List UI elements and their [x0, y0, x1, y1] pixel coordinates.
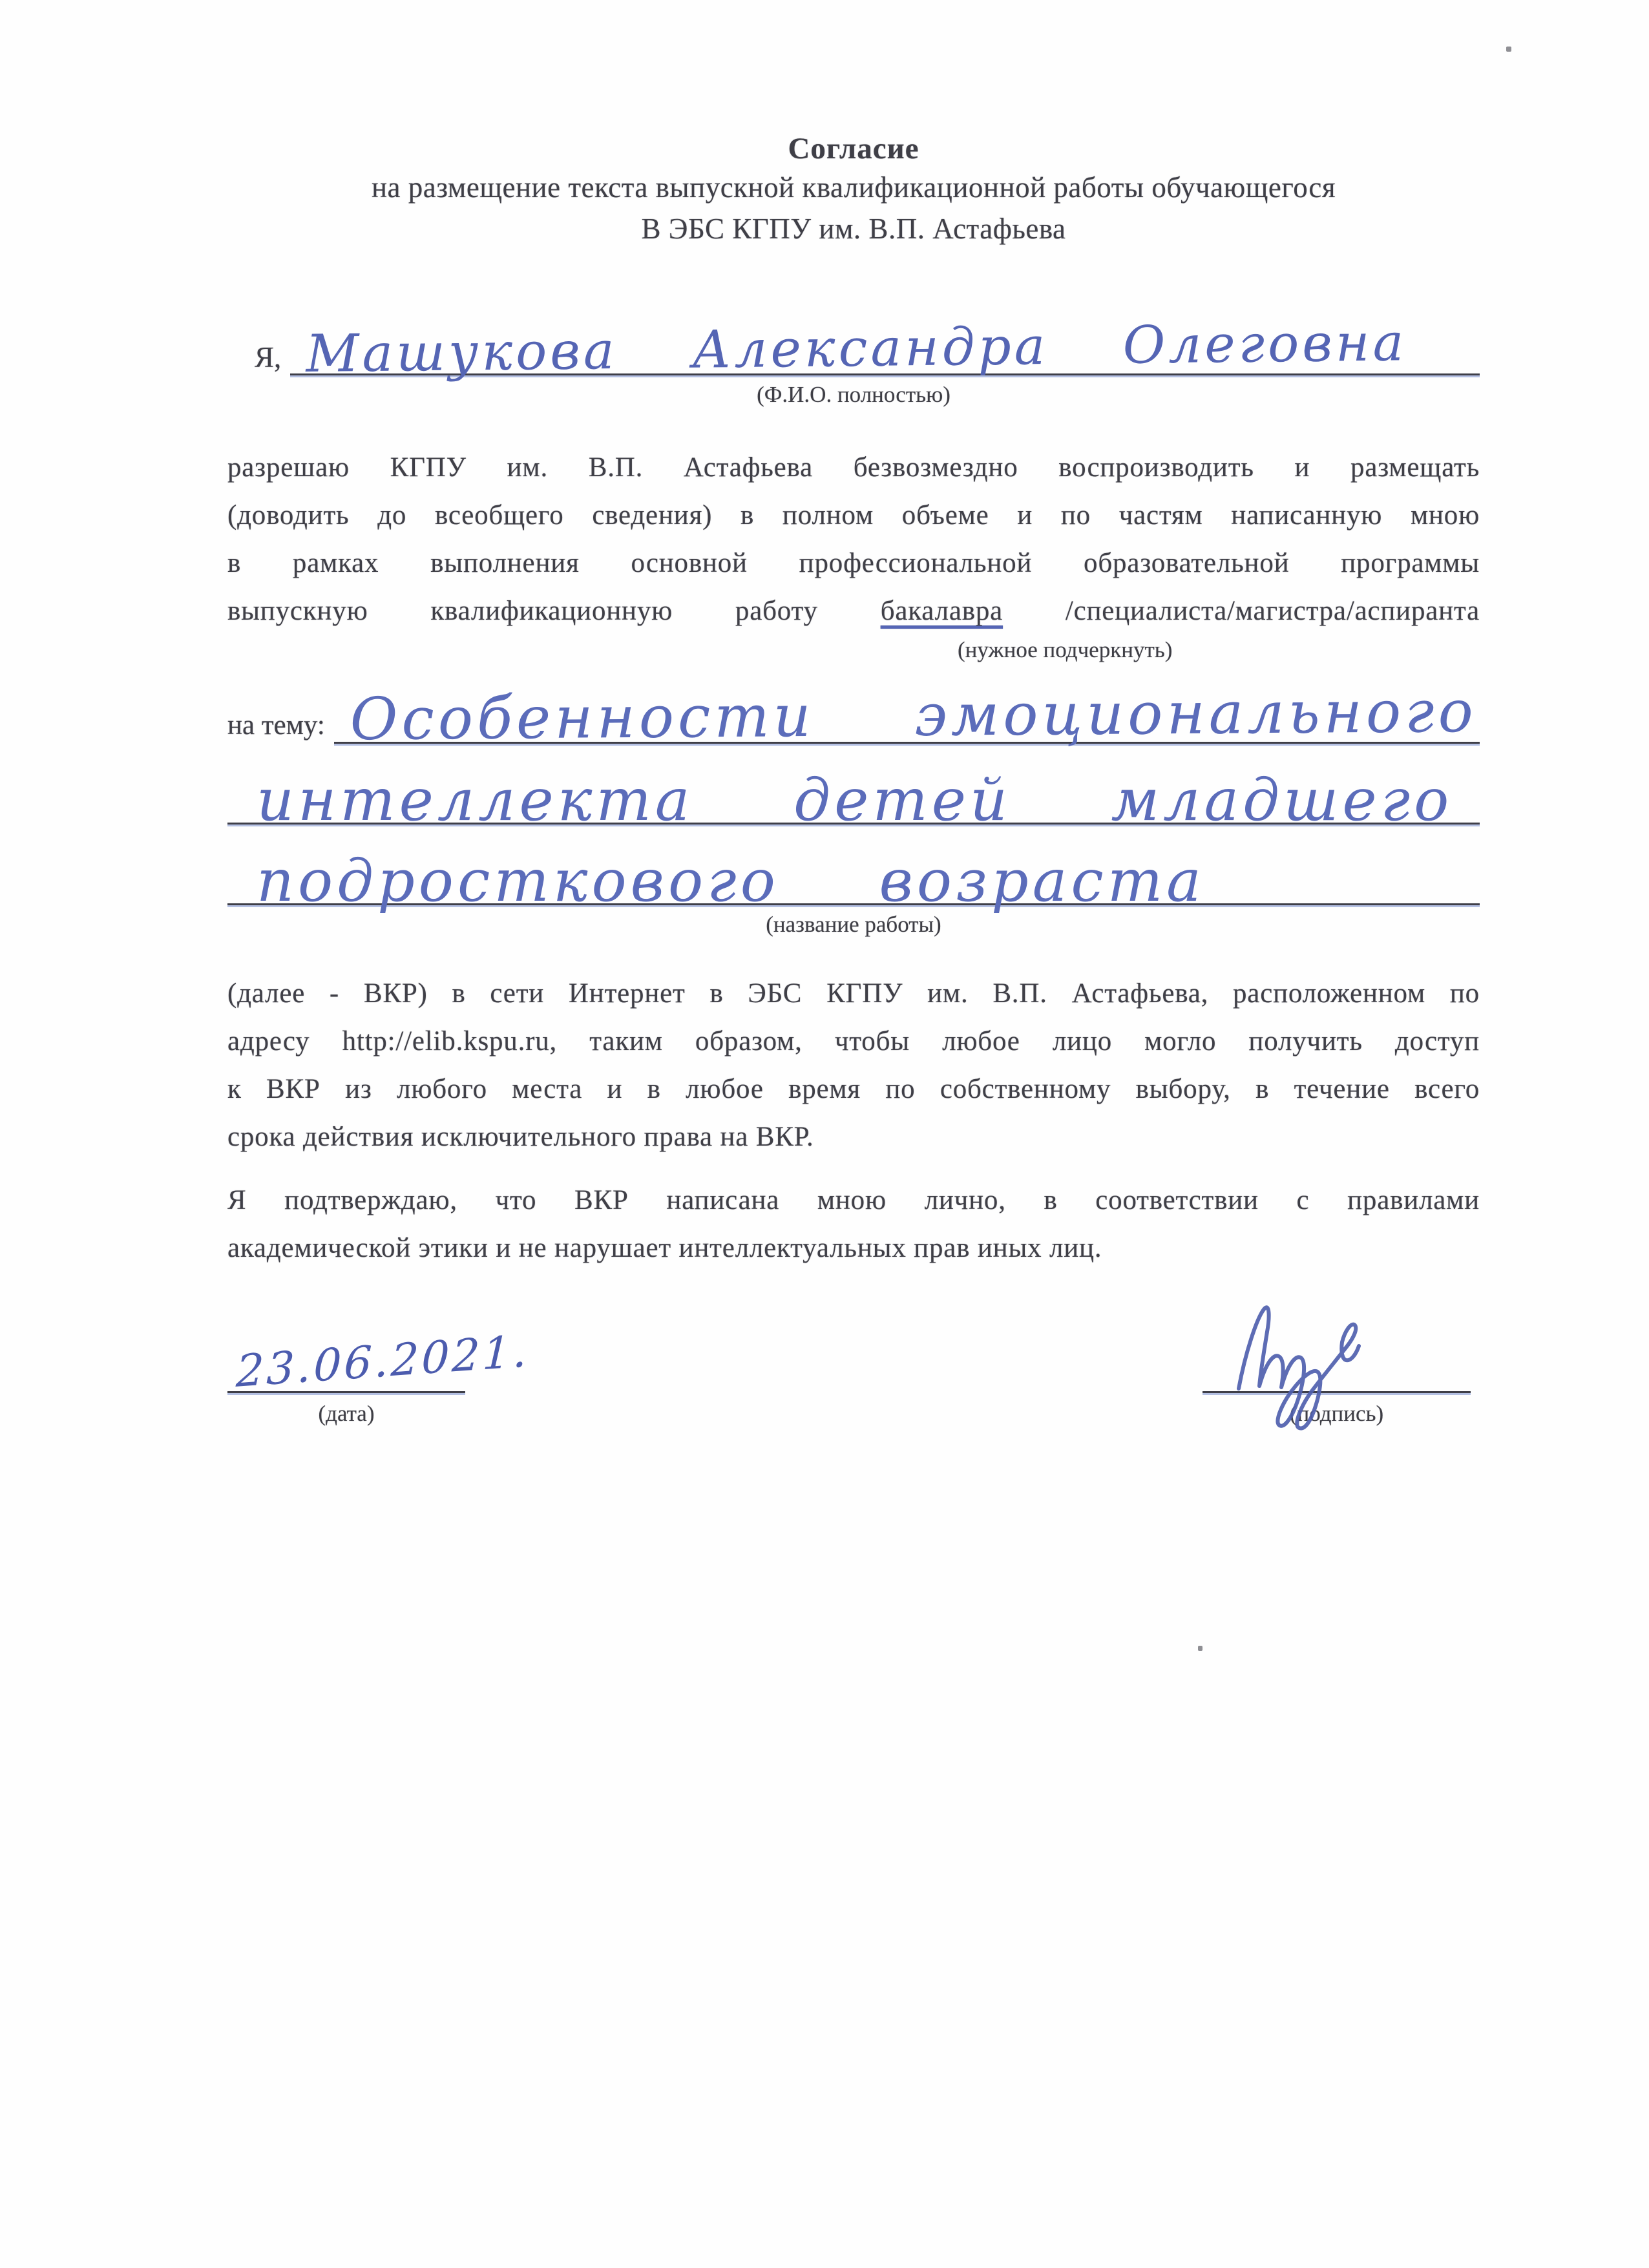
confirmation-paragraph: [227, 1177, 1480, 1272]
fio-caption: (Ф.И.О. полностью): [757, 382, 951, 407]
topic-field-row-2: [227, 748, 1480, 834]
paragraph-line: Я подтверждаю, что ВКР написана мною лично, в соответствии с правилами: [227, 1185, 1480, 1215]
topic-underline-1: [334, 667, 1480, 753]
handwritten-name: Машукова Александра Олеговна: [306, 312, 1407, 384]
topic-field-row-3: [227, 828, 1480, 915]
doc-subtitle-line-2: В ЭБС КГПУ им. В.П. Астафьева: [641, 213, 1066, 245]
degree-text-after: /специалиста/магистра/аспиранта: [1065, 596, 1480, 626]
underlined-degree-choice: бакалавра: [880, 596, 1003, 626]
full-name-field: [227, 298, 1480, 384]
name-prefix: Я,: [255, 341, 282, 373]
paragraph-line: (далее - ВКР) в сети Интернет в ЭБС КГПУ им. В.П. Астафьева, расположенном по: [227, 978, 1480, 1009]
paragraph-line: академической этики и не нарушает интеллектуальных прав иных лиц.: [227, 1233, 1102, 1263]
document-content: [227, 0, 1480, 1443]
internet-paragraph: [227, 970, 1480, 1161]
signature-scribble: [1228, 1292, 1448, 1434]
doc-title: Согласие: [788, 132, 919, 165]
paragraph-line: в рамках выполнения основной профессиональной образовательной программы: [227, 548, 1480, 578]
handwritten-date: 23.06.2021.: [235, 1325, 530, 1398]
topic-field-row-1: [227, 669, 1480, 753]
paragraph-line: к ВКР из любого места и в любое время по собственному выбору, в течение всего: [227, 1074, 1480, 1104]
permission-paragraph: [227, 444, 1480, 635]
doc-subtitle-line-1: на размещение текста выпускной квалификационной работы обучающегося: [371, 171, 1336, 204]
paragraph-line: разрешаю КГПУ им. В.П. Астафьева безвозмездно воспроизводить и размещать: [227, 452, 1480, 483]
signoff-section: [227, 1301, 1480, 1443]
handwritten-topic-line-3: подросткового возраста: [257, 847, 1205, 915]
date-line: [227, 1301, 530, 1398]
work-title-caption: (название работы): [766, 912, 941, 937]
handwritten-topic-line-1: Особенности эмоционального: [350, 677, 1477, 753]
name-underline: [290, 296, 1480, 384]
scan-speck: [1198, 1646, 1203, 1651]
underline-hint-caption: (нужное подчеркнуть): [958, 637, 1173, 662]
signature-field: [1203, 1301, 1471, 1428]
signature-caption: (подпись): [1289, 1401, 1384, 1426]
date-field: [227, 1301, 530, 1428]
topic-label: на тему:: [227, 710, 325, 740]
paragraph-line: срока действия исключительного права на ВКР.: [227, 1122, 814, 1152]
date-caption: (дата): [318, 1401, 375, 1426]
document-header: [227, 131, 1480, 249]
paragraph-line: адресу http://elib.kspu.ru, таким образом, чтобы любое лицо могло получить доступ: [227, 1026, 1480, 1056]
paragraph-line: (доводить до всеобщего сведения) в полном объеме и по частям написанную мною: [227, 500, 1480, 530]
signature-line: [1203, 1301, 1471, 1393]
paragraph-line: [227, 587, 1480, 635]
degree-text-before: выпускную квалификационную работу: [227, 596, 818, 626]
scan-speck: [1506, 47, 1511, 52]
handwritten-topic-line-2: интеллекта детей младшего: [257, 766, 1453, 834]
